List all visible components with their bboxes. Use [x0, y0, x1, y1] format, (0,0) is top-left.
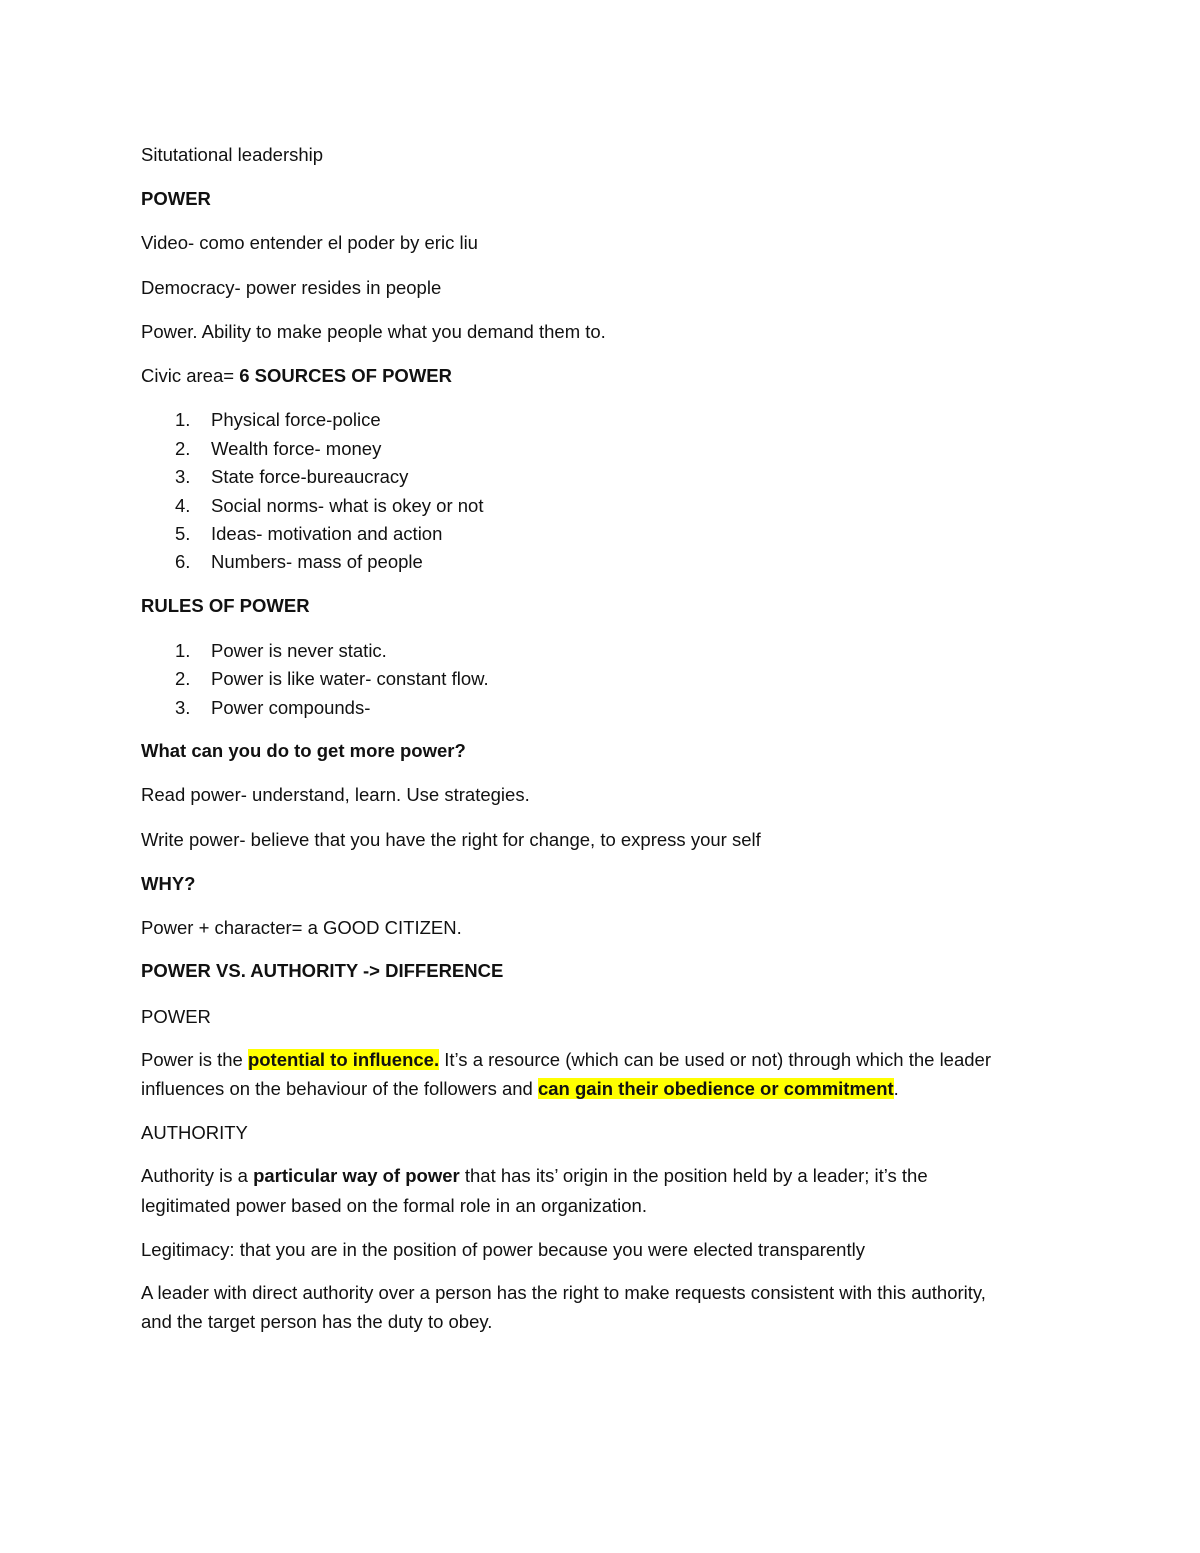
list-item: Ideas- motivation and action — [211, 523, 443, 544]
leader-paragraph-line-2: and the target person has the duty to obey. — [141, 1311, 493, 1332]
power-para-text: It’s a resource (which can be used or not) through which the leader — [439, 1049, 991, 1070]
heading-rules: RULES OF POWER — [141, 595, 310, 616]
civic-area-bold: 6 SOURCES OF POWER — [239, 365, 452, 386]
list-item-number: 1. — [175, 640, 191, 661]
authority-para-bold: particular way of power — [253, 1165, 460, 1186]
power-para-text: influences on the behaviour of the followers and — [141, 1078, 538, 1099]
list-item-number: 5. — [175, 523, 191, 544]
power-character-line: Power + character= a GOOD CITIZEN. — [141, 917, 462, 938]
power-definition-prefix: Power — [141, 321, 193, 342]
list-item-number: 2. — [175, 438, 191, 459]
list-item: Power is like water- constant flow. — [211, 668, 489, 689]
authority-para-text: Authority is a — [141, 1165, 254, 1186]
list-item-number: 2. — [175, 668, 191, 689]
subheading-power: POWER — [141, 1006, 211, 1027]
write-power-line: Write power- believe that you have the right for change, to express your self — [141, 829, 761, 850]
heading-power-vs-authority: POWER VS. AUTHORITY -> DIFFERENCE — [141, 960, 504, 981]
list-item: Power compounds- — [211, 697, 371, 718]
subheading-authority: AUTHORITY — [141, 1122, 248, 1143]
read-power-line: Read power- understand, learn. Use strategies. — [141, 784, 530, 805]
power-paragraph-line-1 — [141, 1048, 991, 1072]
highlight-potential: potential to influence. — [247, 1049, 440, 1070]
list-item: Power is never static. — [211, 640, 387, 661]
list-item: Social norms- what is okey or not — [211, 495, 484, 516]
document-title: Situtational leadership — [141, 144, 324, 165]
authority-para-text: that has its’ origin in the position held by a leader; it’s the — [459, 1165, 928, 1186]
authority-paragraph-line-2: legitimated power based on the formal role in an organization. — [141, 1195, 647, 1216]
power-definition — [141, 320, 606, 344]
power-para-text: . — [893, 1078, 899, 1099]
highlight-obedience: can gain their obedience or commitment — [537, 1078, 894, 1099]
list-item: Numbers- mass of people — [211, 551, 423, 572]
list-item: State force-bureaucracy — [211, 466, 409, 487]
list-item-number: 3. — [175, 697, 191, 718]
civic-area-prefix: Civic area= — [141, 365, 240, 386]
democracy-line: Democracy- power resides in people — [141, 277, 442, 298]
list-item: Physical force-police — [211, 409, 381, 430]
heading-power: POWER — [141, 188, 211, 209]
power-definition-rest: . Ability to make people what you demand them to. — [192, 321, 606, 342]
civic-area-line — [141, 364, 452, 388]
power-para-text: Power is the — [141, 1049, 248, 1070]
list-item-number: 1. — [175, 409, 191, 430]
video-line: Video- como entender el poder by eric liu — [141, 232, 478, 253]
list-item-number: 4. — [175, 495, 191, 516]
authority-paragraph-line-1 — [141, 1164, 928, 1188]
list-item: Wealth force- money — [211, 438, 382, 459]
list-item-number: 6. — [175, 551, 191, 572]
list-item-number: 3. — [175, 466, 191, 487]
heading-what: What can you do to get more power? — [141, 740, 466, 761]
legitimacy-line: Legitimacy: that you are in the position of power because you were elected transparently — [141, 1239, 865, 1260]
leader-paragraph-line-1: A leader with direct authority over a person has the right to make requests consistent with this authority, — [141, 1282, 986, 1303]
power-paragraph-line-2 — [141, 1077, 899, 1101]
heading-why: WHY? — [141, 873, 196, 894]
